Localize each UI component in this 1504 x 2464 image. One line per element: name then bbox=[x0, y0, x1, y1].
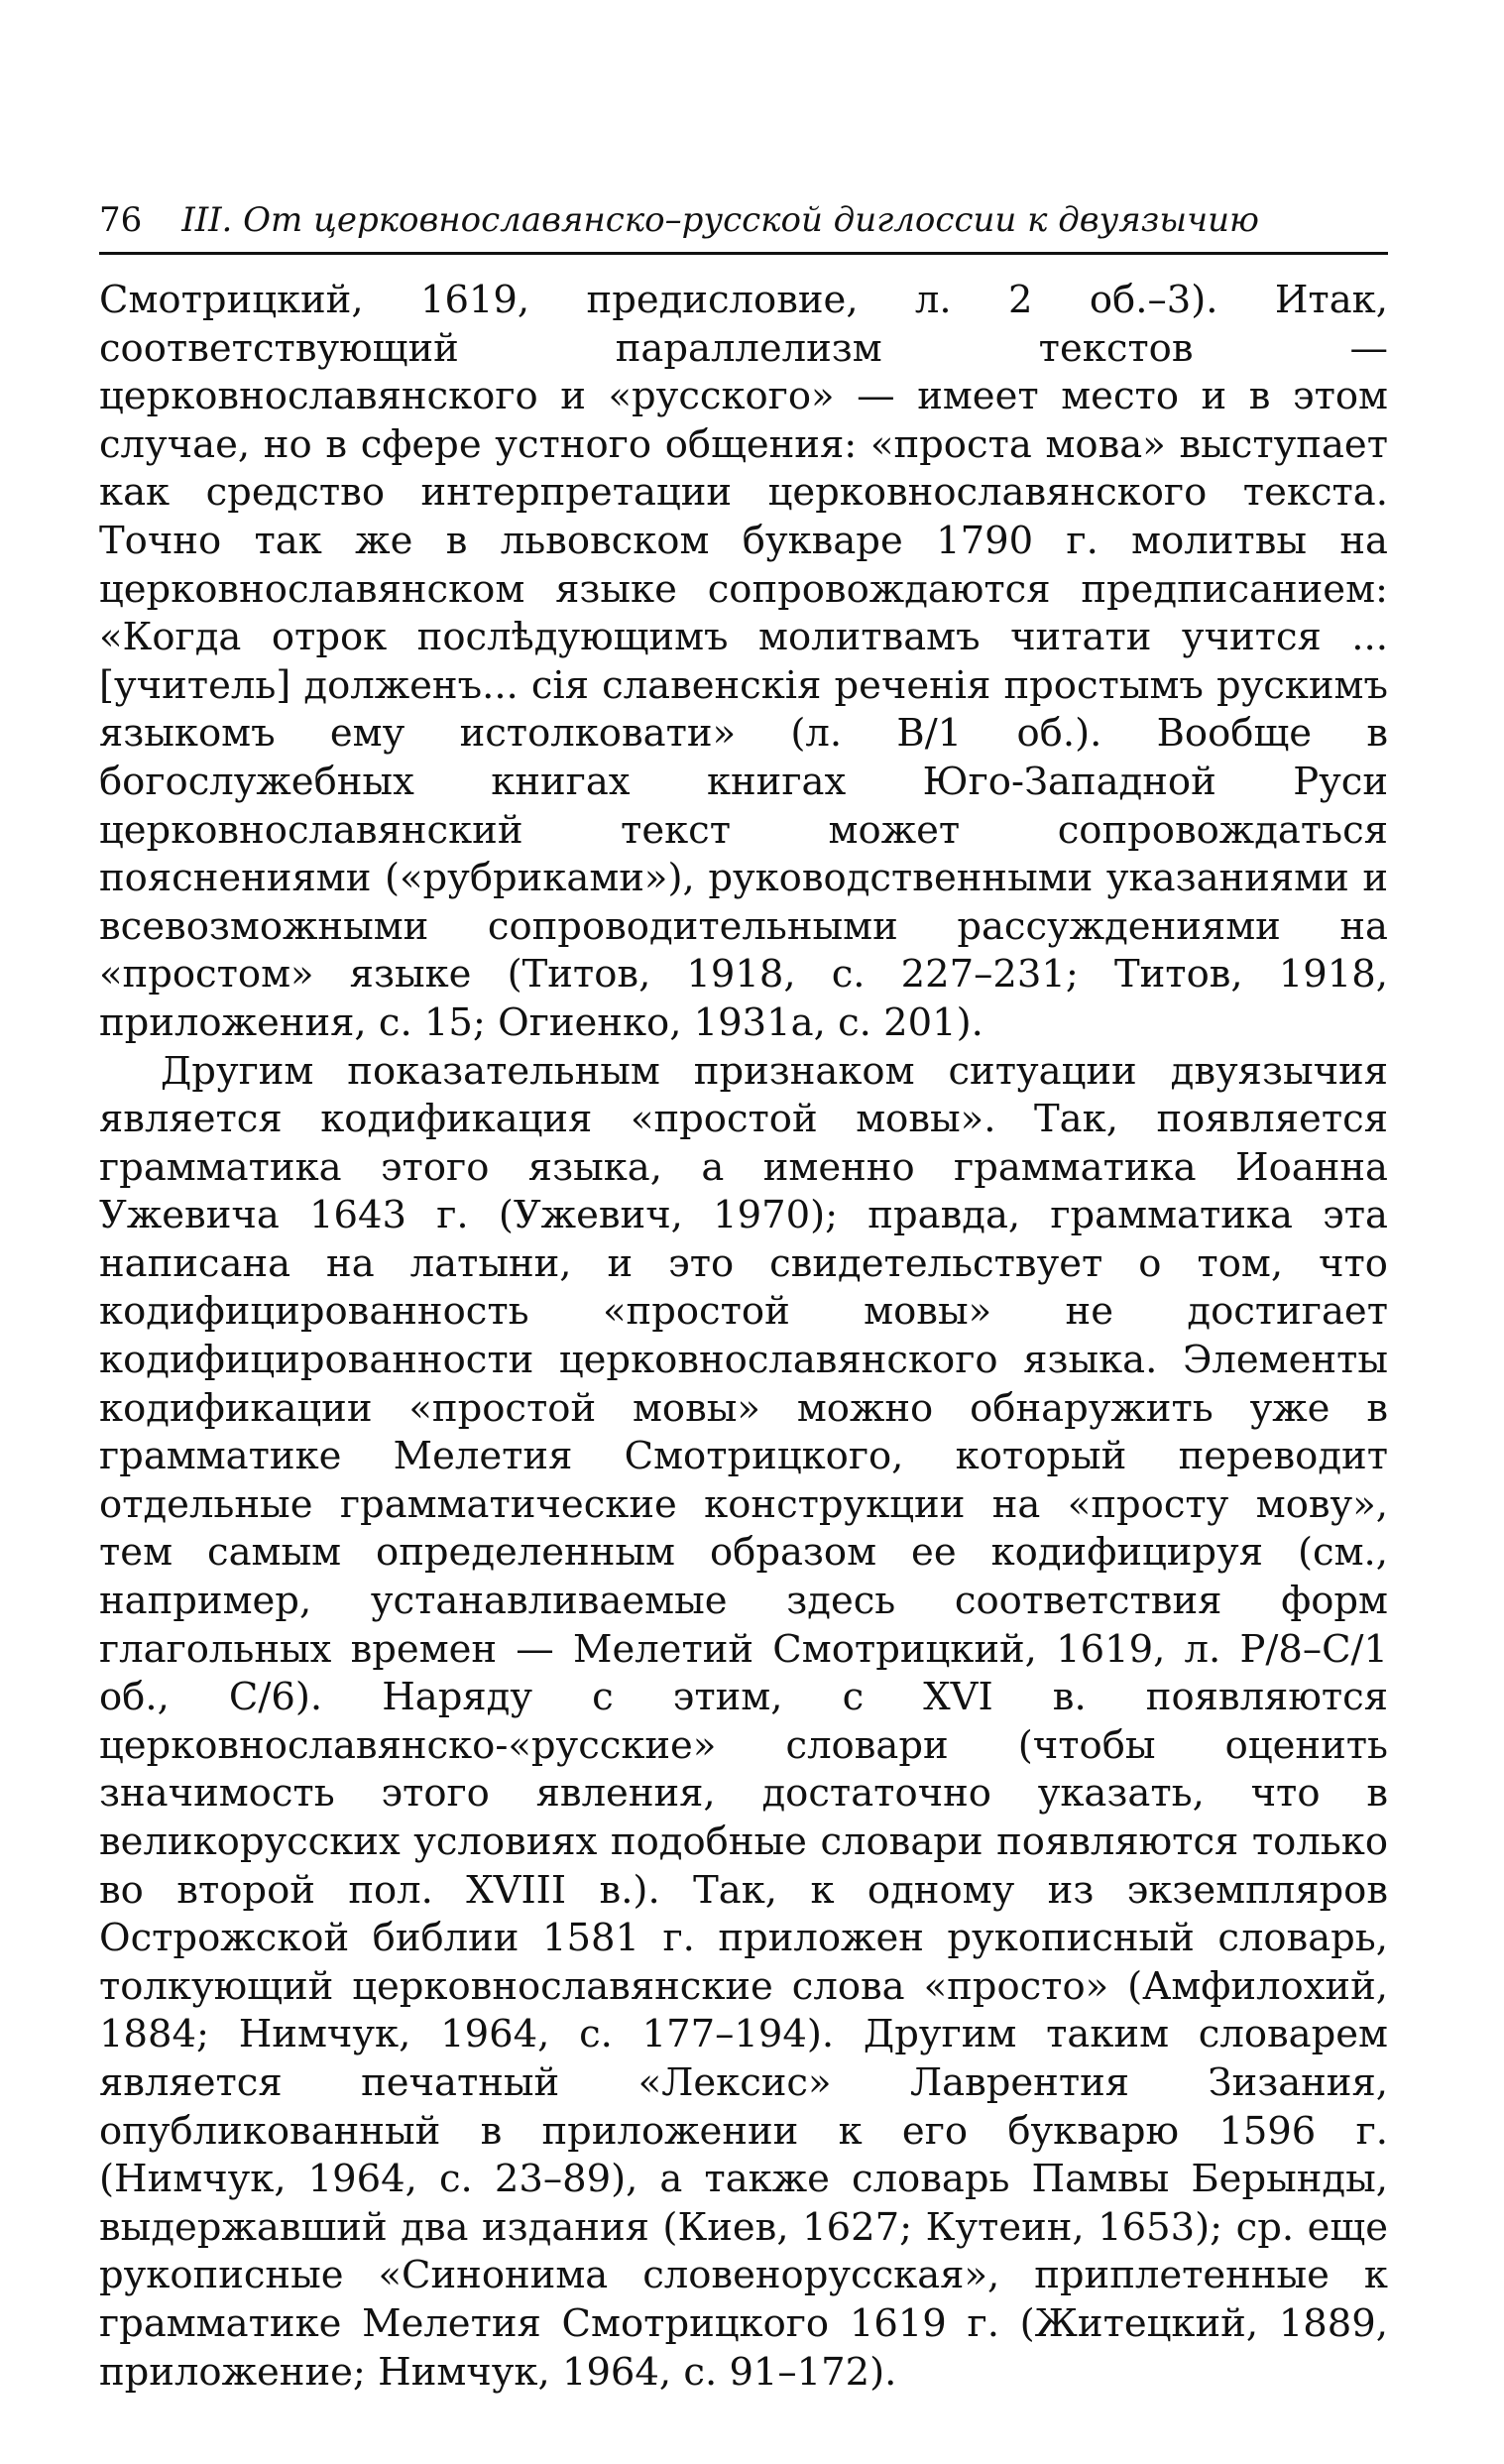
running-head bbox=[99, 198, 1388, 255]
paragraph-continuation: Смотрицкий, 1619, предисловие, л. 2 об.–3). Итак, соответствующий параллелизм текстов — церковнославянского и «русского» — имеет место и в этом случае, но в сфере устного общения: «проста мова» выступает как средство интерпретации церковнославянского текста. Точно так же в львовском букваре 1790 г. молитвы на церковнославянском языке сопровождаются предписанием: «Когда отрок послѣдующимъ молитвамъ читати учится ... [учитель] долженъ... сiя славенскiя реченiя простымъ рускимъ языкомъ ему истолковати» (л. В/1 об.). Вообще в богослужебных книгах книгах Юго-Западной Руси церковнославянский текст может сопровождаться пояснениями («рубриками»), руководственными указаниями и всевозможными сопроводительными рассуждениями на «простом» языке (Титов, 1918, с. 227–231; Титов, 1918, приложения, с. 15; Огиенко, 1931а, с. 201). bbox=[99, 278, 1388, 1045]
page-number: 76 bbox=[99, 200, 143, 240]
text-body bbox=[99, 277, 1388, 2397]
paragraph-bilingualism: Другим показательным признаком ситуации двуязычия является кодификация «простой мовы». Так, появляется грамматика этого языка, а именно грамматика Иоанна Ужевича 1643 г. (Ужевич, 1970); правда, грамматика эта написана на латыни, и это свидетельствует о том, что кодифицированность «простой мовы» не достигает кодифицированности церковнославянского языка. Элементы кодификации «простой мовы» можно обнаружить уже в грамматике Мелетия Смотрицкого, который переводит отдельные грамматические конструкции на «просту мову», тем самым определенным образом ее кодифицируя (см., например, устанавливаемые здесь соответствия форм глагольных времен — Мелетий Смотрицкий, 1619, л. Р/8–С/1 об., С/6). Наряду с этим, с XVI в. появляются церковнославянско-«русские» словари (чтобы оценить значимость этого явления, достаточно указать, что в великорусских условиях подобные словари появляются только во второй пол. XVIII в.). Так, к одному из экземпляров Острожской библии 1581 г. приложен рукописный словарь, толкующий церковнославянские слова «просто» (Амфилохий, 1884; Нимчук, 1964, с. 177–194). Другим таким словарем является печатный «Лексис» Лаврентия Зизания, опубликованный в приложении к его букварю 1596 г. (Нимчук, 1964, с. 23–89), а также словарь Памвы Берынды, выдержавший два издания (Киев, 1627; Кутеин, 1653); ср. еще рукописные «Синонима словенорусская», приплетенные к грамматике Мелетия Смотрицкого 1619 г. (Житецкий, 1889, приложение; Нимчук, 1964, с. 91–172). bbox=[99, 1048, 1388, 2395]
book-page bbox=[99, 198, 1388, 2397]
chapter-title: III. От церковнославянско–русской диглоссии к двуязычию bbox=[181, 200, 1259, 240]
